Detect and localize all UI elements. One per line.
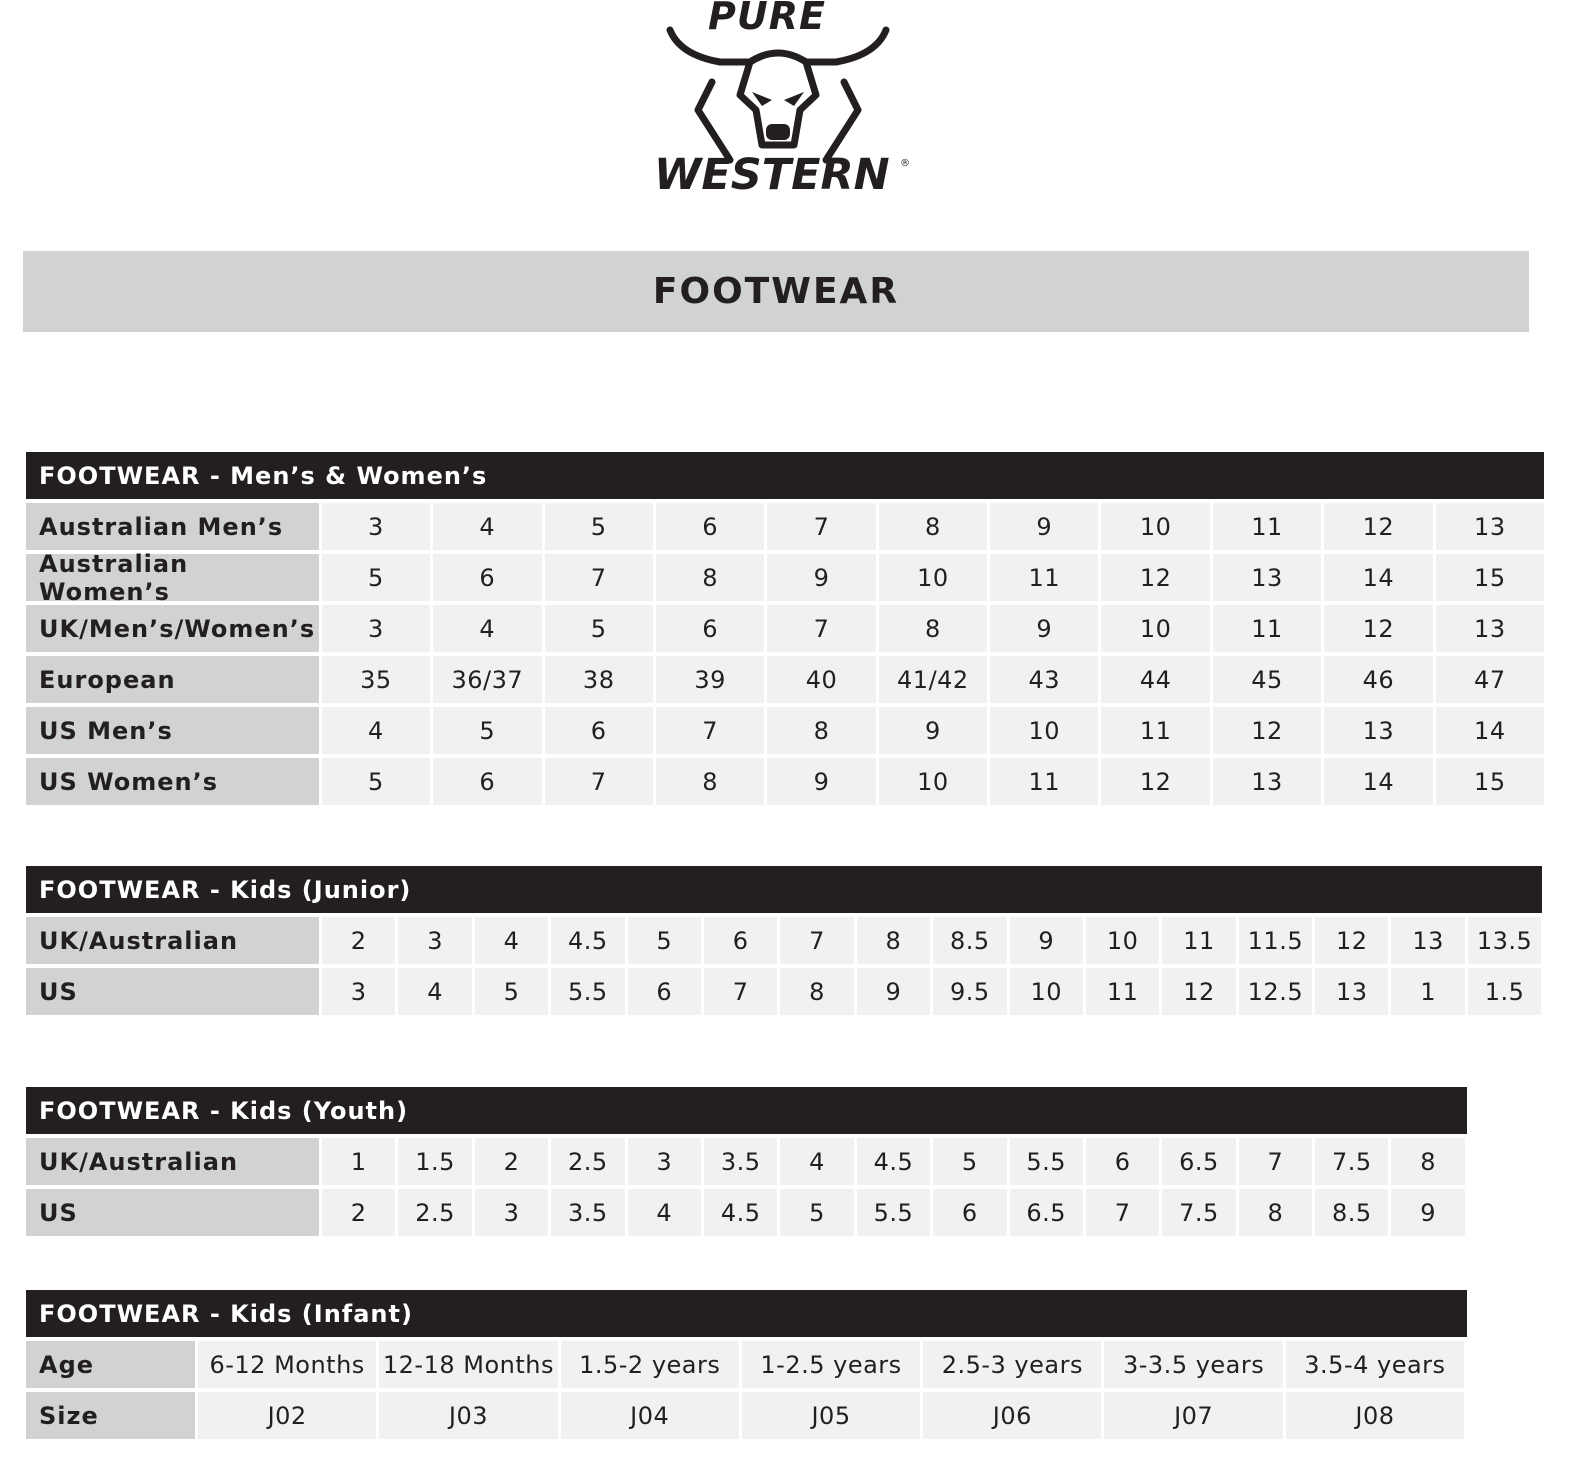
table-cell: 10 bbox=[879, 554, 987, 601]
logo-text-bottom: WESTERN bbox=[654, 150, 890, 200]
table-cell: 12.5 bbox=[1239, 968, 1312, 1015]
table-cell: 40 bbox=[767, 656, 875, 703]
table-cell: 2.5-3 years bbox=[923, 1341, 1101, 1388]
table-cell: 7 bbox=[545, 758, 653, 805]
table-row bbox=[26, 1138, 1467, 1185]
table-cell: 1.5-2 years bbox=[561, 1341, 739, 1388]
table-cell: 6 bbox=[433, 554, 541, 601]
table-cell: 12 bbox=[1324, 503, 1432, 550]
table-cell: 11 bbox=[1101, 707, 1209, 754]
table-cell: 11 bbox=[990, 554, 1098, 601]
table-cell: 3.5 bbox=[704, 1138, 777, 1185]
table-body bbox=[26, 503, 1544, 805]
table-cell: J03 bbox=[379, 1392, 557, 1439]
table-cell: 10 bbox=[1010, 968, 1083, 1015]
table-cell: 3-3.5 years bbox=[1104, 1341, 1282, 1388]
footwear-banner bbox=[23, 251, 1529, 332]
table-cell: 5 bbox=[433, 707, 541, 754]
table-cell: 9.5 bbox=[933, 968, 1006, 1015]
table-cell: 35 bbox=[322, 656, 430, 703]
table-row bbox=[26, 758, 1544, 805]
table-cell: 2 bbox=[322, 1189, 395, 1236]
table-cell: 5 bbox=[933, 1138, 1006, 1185]
row-label: US bbox=[26, 1189, 319, 1236]
table-cell: 1 bbox=[1391, 968, 1464, 1015]
table-heading: FOOTWEAR - Kids (Junior) bbox=[26, 866, 1542, 913]
row-label: UK/Men’s/Women’s bbox=[26, 605, 319, 652]
row-label: US Women’s bbox=[26, 758, 319, 805]
table-heading: FOOTWEAR - Kids (Youth) bbox=[26, 1087, 1467, 1134]
table-cell: 7 bbox=[656, 707, 764, 754]
table-cell: 4 bbox=[322, 707, 430, 754]
table-cell: J04 bbox=[561, 1392, 739, 1439]
row-label: UK/Australian bbox=[26, 917, 319, 964]
table-junior bbox=[26, 866, 1542, 1015]
table-cell: 3 bbox=[322, 968, 395, 1015]
table-cell: 11.5 bbox=[1239, 917, 1312, 964]
table-cell: 11 bbox=[990, 758, 1098, 805]
table-cell: 5 bbox=[545, 605, 653, 652]
table-cell: 5 bbox=[628, 917, 701, 964]
table-cell: 1.5 bbox=[398, 1138, 471, 1185]
table-cell: 10 bbox=[990, 707, 1098, 754]
table-cell: 1.5 bbox=[1468, 968, 1541, 1015]
table-cell: 14 bbox=[1436, 707, 1544, 754]
table-cell: 4 bbox=[628, 1189, 701, 1236]
table-cell: 47 bbox=[1436, 656, 1544, 703]
table-cell: 7 bbox=[767, 503, 875, 550]
table-cell: 3 bbox=[322, 605, 430, 652]
table-cell: 3.5 bbox=[551, 1189, 624, 1236]
table-row bbox=[26, 1392, 1467, 1439]
table-cell: 9 bbox=[1391, 1189, 1464, 1236]
table-cell: 9 bbox=[879, 707, 987, 754]
table-cell: 5.5 bbox=[857, 1189, 930, 1236]
table-cell: 15 bbox=[1436, 554, 1544, 601]
table-cell: 3 bbox=[628, 1138, 701, 1185]
table-cell: 7 bbox=[1086, 1189, 1159, 1236]
table-row bbox=[26, 917, 1542, 964]
row-label: Australian Women’s bbox=[26, 554, 319, 601]
table-infant bbox=[26, 1290, 1467, 1439]
table-cell: 8.5 bbox=[1315, 1189, 1388, 1236]
row-label: UK/Australian bbox=[26, 1138, 319, 1185]
row-label: Australian Men’s bbox=[26, 503, 319, 550]
table-cell: J05 bbox=[742, 1392, 920, 1439]
table-cell: 9 bbox=[990, 605, 1098, 652]
table-heading: FOOTWEAR - Men’s & Women’s bbox=[26, 452, 1544, 499]
table-cell: 43 bbox=[990, 656, 1098, 703]
table-cell: J06 bbox=[923, 1392, 1101, 1439]
table-cell: 9 bbox=[857, 968, 930, 1015]
banner-title: FOOTWEAR bbox=[652, 271, 900, 312]
row-label: European bbox=[26, 656, 319, 703]
table-cell: 6 bbox=[656, 503, 764, 550]
table-cell: 9 bbox=[767, 554, 875, 601]
table-cell: 8 bbox=[656, 758, 764, 805]
table-cell: 10 bbox=[1101, 605, 1209, 652]
table-cell: 5 bbox=[780, 1189, 853, 1236]
table-cell: 12 bbox=[1315, 917, 1388, 964]
row-label: Size bbox=[26, 1392, 195, 1439]
table-cell: 36/37 bbox=[433, 656, 541, 703]
table-cell: 12 bbox=[1213, 707, 1321, 754]
table-cell: 13 bbox=[1436, 605, 1544, 652]
table-cell: 4.5 bbox=[704, 1189, 777, 1236]
table-cell: 6 bbox=[1086, 1138, 1159, 1185]
table-cell: 3 bbox=[398, 917, 471, 964]
table-cell: 8 bbox=[857, 917, 930, 964]
table-cell: 13 bbox=[1391, 917, 1464, 964]
table-cell: J07 bbox=[1104, 1392, 1282, 1439]
table-cell: 6 bbox=[628, 968, 701, 1015]
table-cell: 39 bbox=[656, 656, 764, 703]
table-cell: 4 bbox=[433, 503, 541, 550]
table-cell: 2.5 bbox=[551, 1138, 624, 1185]
table-cell: 12-18 Months bbox=[379, 1341, 557, 1388]
table-cell: 13.5 bbox=[1468, 917, 1541, 964]
table-cell: 8 bbox=[1239, 1189, 1312, 1236]
table-cell: 9 bbox=[1010, 917, 1083, 964]
table-cell: 7 bbox=[1239, 1138, 1312, 1185]
table-cell: 46 bbox=[1324, 656, 1432, 703]
table-cell: 4 bbox=[780, 1138, 853, 1185]
table-cell: 8 bbox=[879, 605, 987, 652]
table-cell: 7.5 bbox=[1162, 1189, 1235, 1236]
table-cell: 6 bbox=[545, 707, 653, 754]
table-row bbox=[26, 968, 1542, 1015]
brand-logo bbox=[650, 0, 920, 200]
registered-mark: ® bbox=[900, 158, 910, 169]
table-cell: 7 bbox=[780, 917, 853, 964]
table-cell: 9 bbox=[990, 503, 1098, 550]
table-cell: 8.5 bbox=[933, 917, 1006, 964]
table-cell: 8 bbox=[1391, 1138, 1464, 1185]
table-cell: 4 bbox=[398, 968, 471, 1015]
table-cell: 1 bbox=[322, 1138, 395, 1185]
table-cell: 12 bbox=[1101, 554, 1209, 601]
table-cell: 38 bbox=[545, 656, 653, 703]
table-cell: 11 bbox=[1213, 605, 1321, 652]
table-cell: 5.5 bbox=[551, 968, 624, 1015]
table-cell: 12 bbox=[1324, 605, 1432, 652]
table-cell: 5 bbox=[322, 758, 430, 805]
table-cell: 13 bbox=[1436, 503, 1544, 550]
table-cell: 6.5 bbox=[1162, 1138, 1235, 1185]
table-cell: 2.5 bbox=[398, 1189, 471, 1236]
table-row bbox=[26, 549, 1544, 606]
table-cell: 14 bbox=[1324, 758, 1432, 805]
table-row bbox=[26, 503, 1544, 550]
table-cell: 5 bbox=[545, 503, 653, 550]
table-cell: 11 bbox=[1086, 968, 1159, 1015]
table-cell: 6-12 Months bbox=[198, 1341, 376, 1388]
table-body bbox=[26, 917, 1542, 1015]
table-adult bbox=[26, 452, 1544, 805]
table-cell: 13 bbox=[1213, 554, 1321, 601]
table-heading: FOOTWEAR - Kids (Infant) bbox=[26, 1290, 1467, 1337]
table-cell: 10 bbox=[1086, 917, 1159, 964]
table-cell: 13 bbox=[1213, 758, 1321, 805]
table-row bbox=[26, 656, 1544, 703]
table-cell: 6 bbox=[656, 605, 764, 652]
table-cell: 2 bbox=[322, 917, 395, 964]
table-cell: 13 bbox=[1324, 707, 1432, 754]
table-cell: 10 bbox=[879, 758, 987, 805]
table-cell: 9 bbox=[767, 758, 875, 805]
table-cell: 3.5-4 years bbox=[1286, 1341, 1464, 1388]
row-label: Age bbox=[26, 1341, 195, 1388]
table-cell: 4 bbox=[433, 605, 541, 652]
table-cell: 7.5 bbox=[1315, 1138, 1388, 1185]
table-row bbox=[26, 1341, 1467, 1388]
logo-text-top: PURE bbox=[708, 0, 826, 38]
table-cell: 4.5 bbox=[551, 917, 624, 964]
row-label: US Men’s bbox=[26, 707, 319, 754]
table-cell: 1-2.5 years bbox=[742, 1341, 920, 1388]
table-cell: 10 bbox=[1101, 503, 1209, 550]
row-label: US bbox=[26, 968, 319, 1015]
table-body bbox=[26, 1341, 1467, 1439]
table-cell: 8 bbox=[656, 554, 764, 601]
table-cell: 6.5 bbox=[1010, 1189, 1083, 1236]
table-cell: 6 bbox=[433, 758, 541, 805]
table-cell: 44 bbox=[1101, 656, 1209, 703]
table-cell: 8 bbox=[780, 968, 853, 1015]
table-cell: 7 bbox=[545, 554, 653, 601]
table-cell: 7 bbox=[767, 605, 875, 652]
table-cell: 6 bbox=[933, 1189, 1006, 1236]
table-row bbox=[26, 707, 1544, 754]
table-youth bbox=[26, 1087, 1467, 1236]
table-cell: 5 bbox=[322, 554, 430, 601]
table-cell: 4 bbox=[475, 917, 548, 964]
table-cell: J02 bbox=[198, 1392, 376, 1439]
table-body bbox=[26, 1138, 1467, 1236]
table-cell: 4.5 bbox=[857, 1138, 930, 1185]
table-cell: 7 bbox=[704, 968, 777, 1015]
table-cell: 3 bbox=[322, 503, 430, 550]
table-cell: 11 bbox=[1162, 917, 1235, 964]
table-cell: 3 bbox=[475, 1189, 548, 1236]
table-cell: 41/42 bbox=[879, 656, 987, 703]
table-row bbox=[26, 1189, 1467, 1236]
table-cell: 45 bbox=[1213, 656, 1321, 703]
table-cell: 2 bbox=[475, 1138, 548, 1185]
table-cell: 8 bbox=[879, 503, 987, 550]
table-cell: 12 bbox=[1162, 968, 1235, 1015]
table-cell: 11 bbox=[1213, 503, 1321, 550]
table-cell: 12 bbox=[1101, 758, 1209, 805]
table-cell: J08 bbox=[1286, 1392, 1464, 1439]
table-cell: 6 bbox=[704, 917, 777, 964]
table-cell: 15 bbox=[1436, 758, 1544, 805]
table-cell: 13 bbox=[1315, 968, 1388, 1015]
table-row bbox=[26, 605, 1544, 652]
table-cell: 5 bbox=[475, 968, 548, 1015]
table-cell: 14 bbox=[1324, 554, 1432, 601]
table-cell: 5.5 bbox=[1010, 1138, 1083, 1185]
table-cell: 8 bbox=[767, 707, 875, 754]
